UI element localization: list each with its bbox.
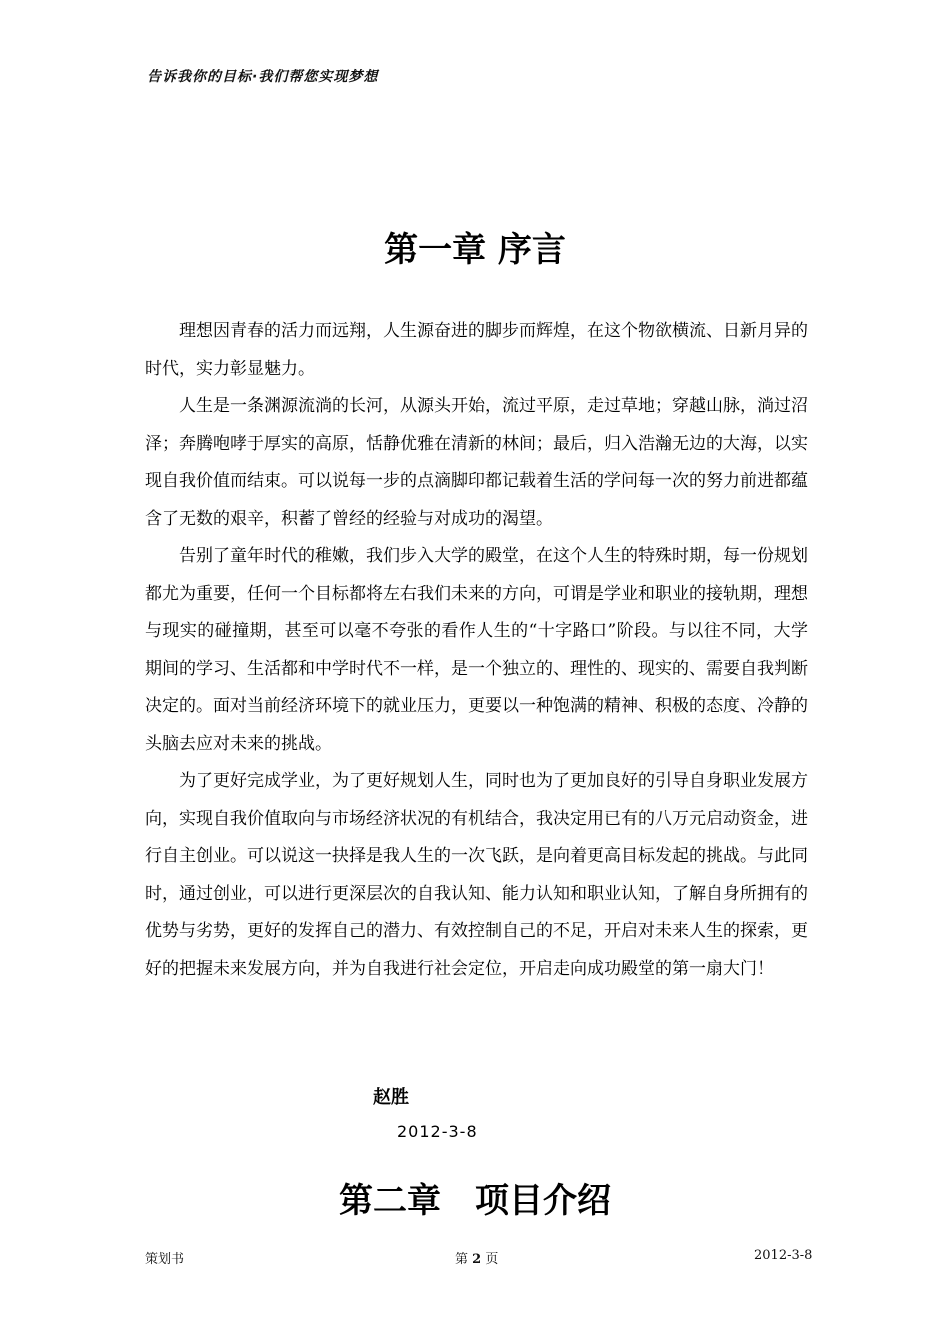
paragraph-2: 人生是一条渊源流淌的长河，从源头开始，流过平原，走过草地；穿越山脉，淌过沼泽；奔腾咆哮于厚实的高原，恬静优雅在清新的林间；最后，归入浩瀚无边的大海，以实现自我价值而结束。可以说每一步的点滴脚印都记载着生活的学问每一次的努力前进都蕴含了无数的艰辛，积蓄了曾经的经验与对成功的渴望。 — [145, 396, 808, 529]
paragraph-3: 告别了童年时代的稚嫩，我们步入大学的殿堂，在这个人生的特殊时期，每一份规划都尤为重要，任何一个目标都将左右我们未来的方向，可谓是学业和职业的接轨期，理想与现实的碰撞期，甚至可以毫不夸张的看作人生的“十字路口”阶段。与以往不同，大学期间的学习、生活都和中学时代不一样，是一个独立的、理性的、现实的、需要自我判断决定的。面对当前经济环境下的就业压力，更要以一种饱满的精神、积极的态度、冷静的头脑去应对未来的挑战。 — [145, 546, 808, 754]
page-prefix: 第 — [455, 1252, 473, 1267]
chapter-1-title: 第一章 序言 — [384, 230, 566, 270]
page-suffix: 页 — [481, 1252, 499, 1267]
author-name: 赵胜 — [373, 1087, 409, 1108]
preface-body — [145, 313, 808, 988]
chapter-2-title: 第二章 项目介绍 — [339, 1181, 611, 1221]
signature-date: 2012-3-8 — [397, 1122, 478, 1141]
paragraph-4: 为了更好完成学业，为了更好规划人生，同时也为了更加良好的引导自身职业发展方向，实现自我价值取向与市场经济状况的有机结合，我决定用已有的八万元启动资金，进行自主创业。可以说这一抉择是我人生的一次飞跃，是向着更高目标发起的挑战。与此同时，通过创业，可以进行更深层次的自我认知、能力认知和职业认知，了解自身所拥有的优势与劣势，更好的发挥自己的潜力、有效控制自己的不足，开启对未来人生的探索，更好的把握未来发展方向，并为自我进行社会定位，开启走向成功殿堂的第一扇大门！ — [145, 771, 808, 979]
paragraph-1: 理想因青春的活力而远翔，人生源奋进的脚步而辉煌，在这个物欲横流、日新月异的时代，实力彰显魅力。 — [145, 321, 808, 379]
page-number: 2 — [472, 1252, 482, 1267]
footer-doc-name: 策划书 — [145, 1252, 185, 1267]
header-slogan: 告诉我你的目标·我们帮您实现梦想 — [147, 69, 379, 85]
footer-date: 2012-3-8 — [754, 1248, 813, 1263]
footer-page-number — [455, 1248, 498, 1267]
